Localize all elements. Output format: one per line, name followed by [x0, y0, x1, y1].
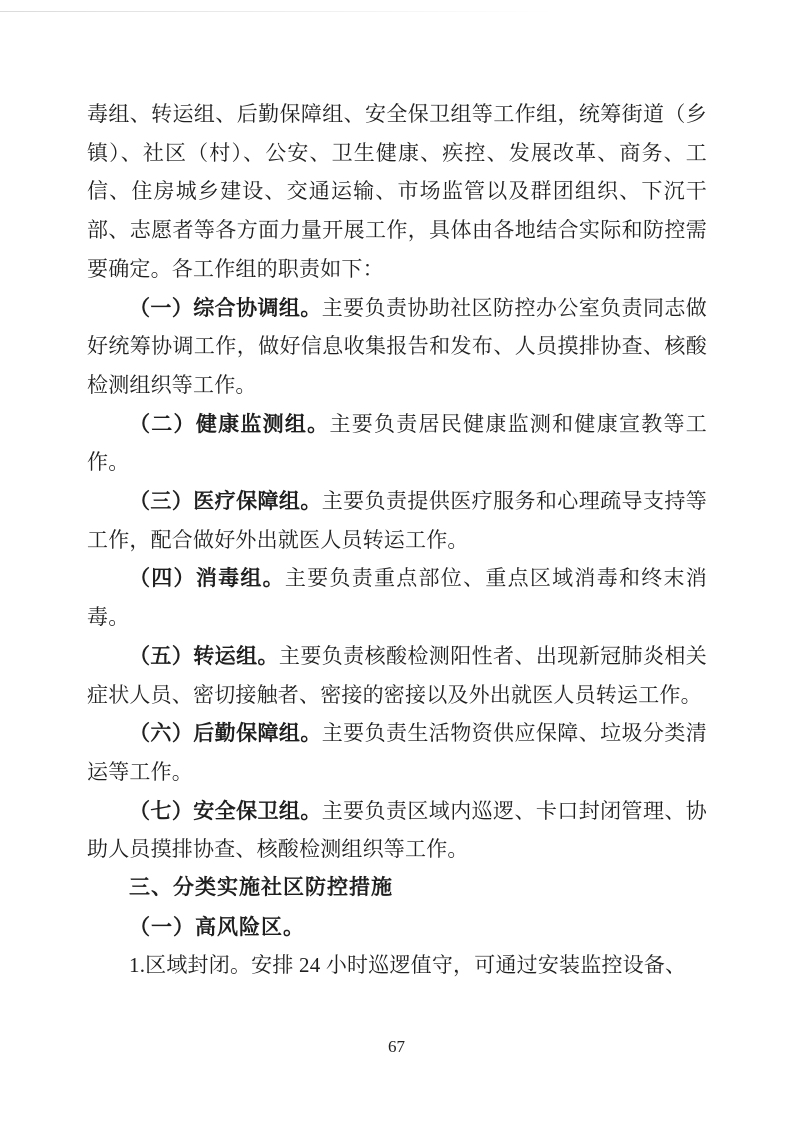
document-body	[87, 95, 707, 985]
work-group-item-2	[87, 405, 707, 482]
item-label: （二）健康监测组。	[129, 411, 330, 436]
numbered-item-text: 安排 24 小时巡逻值守，可通过安装监控设备、	[251, 953, 687, 978]
item-label: （四）消毒组。	[129, 566, 285, 591]
paragraph-continuation: 毒组、转运组、后勤保障组、安全保卫组等工作组，统筹街道（乡镇）、社区（村）、公安、卫生健康、疾控、发展改革、商务、工信、住房城乡建设、交通运输、市场监管以及群团组织、下沉干部、志愿者等各方面力量开展工作，具体由各地结合实际和防控需要确定。各工作组的职责如下：	[87, 102, 707, 281]
item-label: （六）后勤保障组。	[129, 721, 322, 746]
section-heading: 三、分类实施社区防控措施	[129, 876, 393, 900]
item-text: 主要负责协助社区防控办公室负责同志做好统筹协调工作，做好信息收集报告和发布、人员摸排协查、核酸检测组织等工作。	[87, 295, 707, 397]
item-text: 主要负责提供医疗服务和心理疏导支持等工作，配合做好外出就医人员转运工作。	[87, 489, 707, 552]
item-text: 主要负责核酸检测阳性者、出现新冠肺炎相关症状人员、密切接触者、密接的密接以及外出就医人员转运工作。	[87, 643, 707, 707]
item-label: （三）医疗保障组。	[129, 489, 322, 514]
item-text: 主要负责区域内巡逻、卡口封闭管理、协助人员摸排协查、核酸检测组织等工作。	[87, 798, 707, 862]
item-text: 主要负责生活物资供应保障、垃圾分类清运等工作。	[87, 721, 707, 784]
page-number: 67	[388, 1037, 405, 1056]
scan-artifact-line	[0, 11, 555, 12]
work-group-item-5	[87, 637, 707, 714]
subsection-heading: （一）高风险区。	[129, 914, 305, 939]
work-group-item-7	[87, 792, 707, 869]
work-group-item-1	[87, 289, 707, 405]
item-label: （一）综合协调组。	[129, 295, 322, 320]
work-group-item-6	[87, 714, 707, 791]
item-label: （七）安全保卫组。	[129, 798, 322, 823]
work-group-item-4	[87, 559, 707, 636]
work-group-item-3	[87, 482, 707, 559]
numbered-item-label: 1.区域封闭。	[129, 953, 252, 978]
item-text: 主要负责重点部位、重点区域消毒和终末消毒。	[87, 566, 707, 630]
numbered-item-1	[87, 946, 707, 985]
item-label: （五）转运组。	[129, 643, 279, 668]
item-text: 主要负责居民健康监测和健康宣教等工作。	[87, 411, 707, 475]
